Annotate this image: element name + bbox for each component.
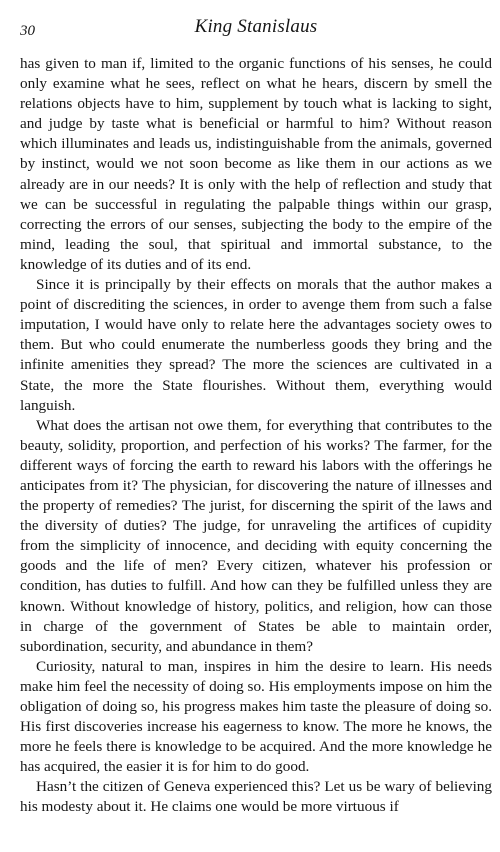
book-page bbox=[20, 16, 492, 818]
paragraph: Hasn’t the citizen of Geneva experienced this? Let us be wary of believing his modesty about it. He claims one would be more virtuous if bbox=[20, 778, 492, 816]
running-head bbox=[20, 16, 492, 46]
paragraph: Since it is principally by their effects on morals that the author makes a point of discrediting the sciences, in order to avenge them from such a false imputation, I would have only to relate here the advantages society owes to them. But who could enumerate the numberless goods they bring and the infinite amenities they spread? The more the sciences are cultivated in a State, the more the State flourishes. Without them, everything would languish. bbox=[20, 276, 492, 414]
paragraph-continued: has given to man if, limited to the organic functions of his senses, he could only examine what he sees, reflect on what he hears, discern by smell the relations objects have to him, supplement by touch what is lacking to sight, and judge by taste what is beneficial or harmful to him? Without reason which illuminates and leads us, indistinguishable from the animals, governed by instinct, would we not soon become as like them in our actions as we already are in our needs? It is only with the help of reflection and study that we can be successful in regulating the palpable things within our grasp, correcting the errors of our senses, subjecting the body to the empire of the mind, leading the soul, that spiritual and immortal substance, to the knowledge of its duties and of its end. bbox=[20, 55, 492, 273]
running-title: King Stanislaus bbox=[194, 16, 318, 37]
page-number: 30 bbox=[20, 23, 35, 39]
paragraph: Curiosity, natural to man, inspires in him the desire to learn. His needs make him feel the necessity of doing so. His employments impose on him the obligation of doing so, his progress makes him taste the pleasure of doing so. His first discoveries increase his eagerness to know. The more he knows, the more he feels there is knowledge to be acquired. And the more knowledge he has acquired, the easier it is for him to do good. bbox=[20, 657, 492, 776]
body-text bbox=[20, 54, 492, 818]
paragraph: What does the artisan not owe them, for everything that contributes to the beauty, solidity, proportion, and perfection of his works? The farmer, for the different ways of forcing the earth to reward his labors with the offerings he anticipates from it? The physician, for discovering the nature of illnesses and the property of remedies? The jurist, for discerning the spirit of the laws and the diversity of duties? The judge, for unraveling the artifices of cupidity from the simplicity of innocence, and deciding with equity concerning the goods and the life of men? Every citizen, whatever his profession or condition, has duties to fulfill. And how can they be fulfilled unless they are known. Without knowledge of history, politics, and religion, how can those in charge of the government of States be able to maintain order, subordination, security, and abundance in them? bbox=[20, 416, 492, 655]
